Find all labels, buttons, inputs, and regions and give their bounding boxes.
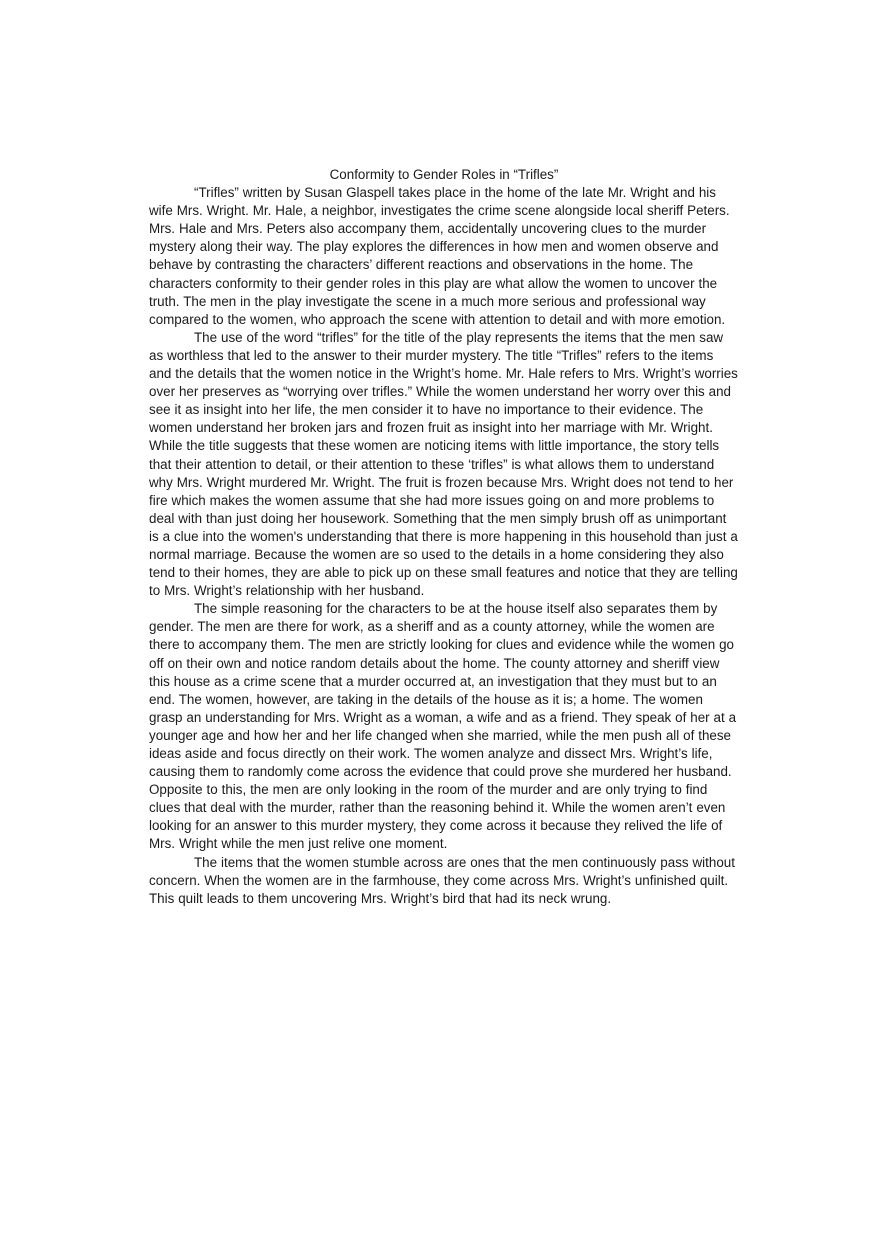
paragraph-title-meaning: The use of the word “trifles” for the title of the play represents the items that the men saw as worthless that led to the answer to their murder mystery. The title “Trifles” refers to the items and the details that the women notice in the Wright’s home. Mr. Hale refers to Mrs. Wright’s worries over her preserves as “worrying over trifles.” While the women understand her worry over this and see it as insight into her life, the men consider it to have no importance to their evidence. The women understand her broken jars and frozen fruit as insight into her marriage with Mr. Wright. While the title suggests that these women are noticing items with little importance, the story tells that their attention to detail, or their attention to these ‘trifles” is what allows them to understand why Mrs. Wright murdered Mr. Wright. The fruit is frozen because Mrs. Wright does not tend to her fire which makes the women assume that she had more issues going on and more problems to deal with than just doing her housework. Something that the men simply brush off as unimportant is a clue into the women's understanding that there is more happening in this household than just a normal marriage. Because the women are so used to the details in a home considering they also tend to their homes, they are able to pick up on these small features and notice that they are telling to Mrs. Wright’s relationship with her husband. bbox=[149, 329, 738, 599]
paragraph-intro: “Trifles” written by Susan Glaspell takes place in the home of the late Mr. Wright and his wife Mrs. Wright. Mr. Hale, a neighbor, investigates the crime scene alongside local sheriff Peters. Mrs. Hale and Mrs. Peters also accompany them, accidentally uncovering clues to the murder mystery along their way. The play explores the differences in how men and women observe and behave by contrasting the characters’ different reactions and observations in the home. The characters conformity to their gender roles in this play are what allow the women to uncover the truth. The men in the play investigate the scene in a much more serious and professional way compared to the women, who approach the scene with attention to detail and with more emotion. bbox=[149, 185, 730, 327]
essay-title: Conformity to Gender Roles in “Trifles” bbox=[329, 167, 559, 182]
paragraph-items: The items that the women stumble across are ones that the men continuously pass without concern. When the women are in the farmhouse, they come across Mrs. Wright’s unfinished quilt. This quilt leads to them uncovering Mrs. Wright’s bird that had its neck wrung. bbox=[149, 854, 735, 906]
paragraph-reasoning: The simple reasoning for the characters to be at the house itself also separates them by gender. The men are there for work, as a sheriff and as a county attorney, while the women are there to accompany them. The men are strictly looking for clues and evidence while the women go off on their own and notice random details about the home. The county attorney and sheriff view this house as a crime scene that a murder occurred at, an investigation that they must but to an end. The women, however, are taking in the details of the house as it is; a home. The women grasp an understanding for Mrs. Wright as a woman, a wife and as a friend. They speak of her at a younger age and how her and her life changed when she married, while the men push all of these ideas aside and focus directly on their work. The women analyze and dissect Mrs. Wright’s life, causing them to randomly come across the evidence that could prove she murdered her husband. Opposite to this, the men are only looking in the room of the murder and are only trying to find clues that deal with the murder, rather than the reasoning behind it. While the women aren’t even looking for an answer to this murder mystery, they come across it because they relived the life of Mrs. Wright while the men just relive one moment. bbox=[149, 601, 737, 852]
essay-body bbox=[149, 166, 739, 908]
